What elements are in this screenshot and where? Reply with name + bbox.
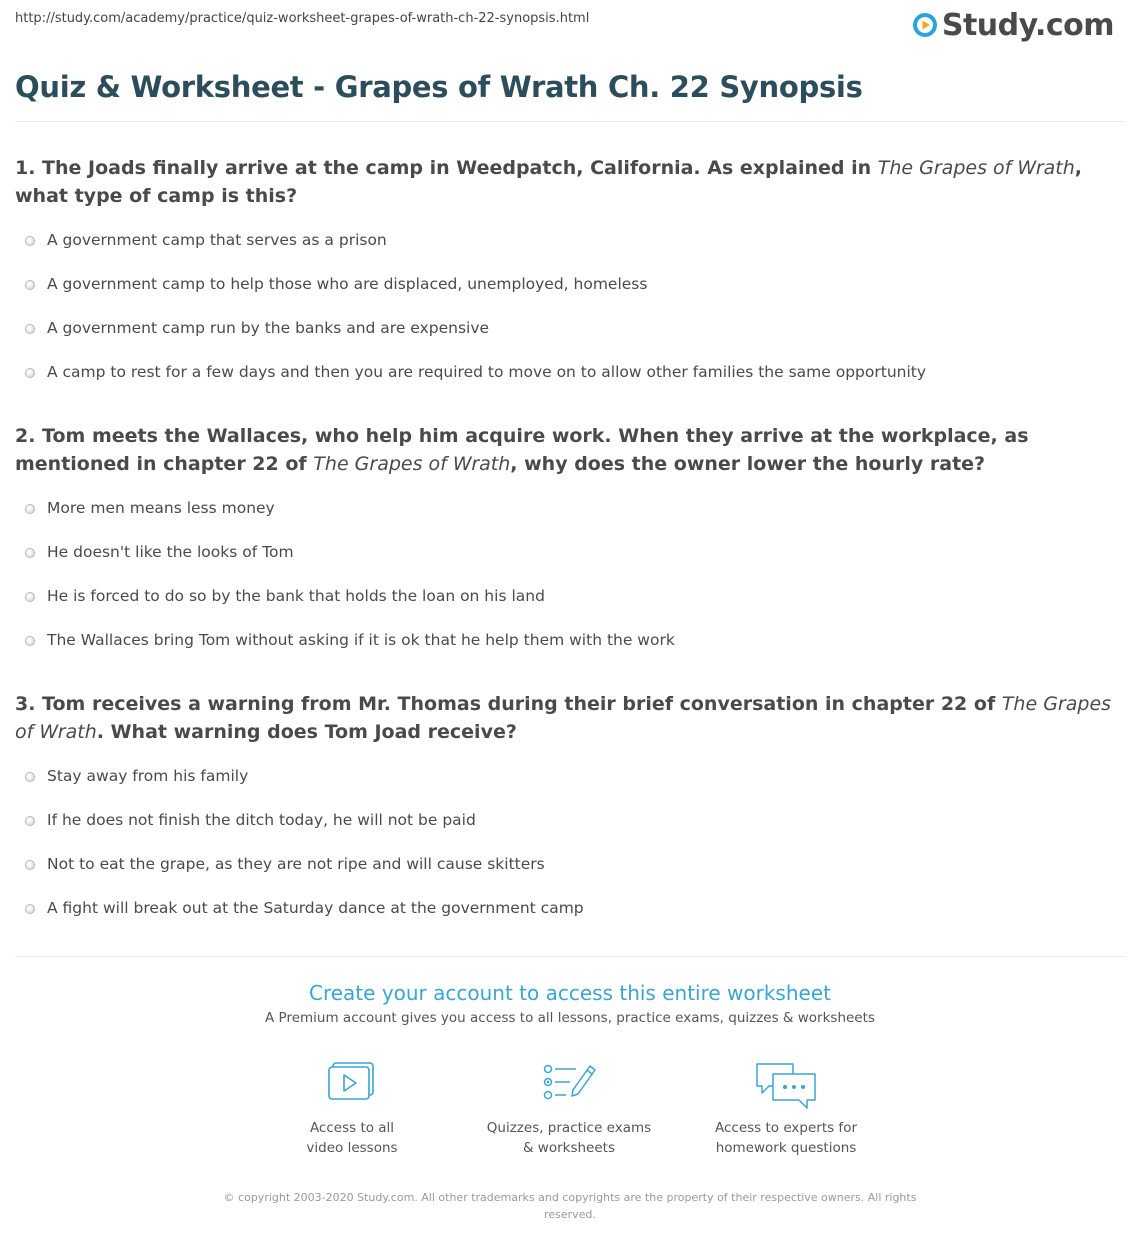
question-2-text [15, 422, 1125, 478]
answer-choice[interactable] [15, 316, 1125, 360]
feature-label-line: Quizzes, practice exams [486, 1120, 652, 1136]
radio-button[interactable] [25, 548, 35, 558]
question-1-text-end: , what type of camp is this? [15, 157, 1082, 207]
answer-label: A government camp to help those who are displaced, unemployed, homeless [47, 275, 648, 293]
feature-experts [686, 1060, 886, 1158]
page-title: Quiz & Worksheet - Grapes of Wrath Ch. 22 Synopsis [15, 70, 863, 104]
feature-label [252, 1118, 452, 1158]
question-3-choices [15, 764, 1125, 940]
question-1-choices [15, 228, 1125, 404]
logo-text: Study.com [941, 7, 1114, 43]
answer-choice[interactable] [15, 584, 1125, 628]
answer-label: Not to eat the grape, as they are not ripe and will cause skitters [47, 855, 545, 873]
answer-choice[interactable] [15, 540, 1125, 584]
answer-label: The Wallaces bring Tom without asking if it is ok that he help them with the work [47, 631, 675, 649]
question-2-text-end: , why does the owner lower the hourly rate? [510, 453, 986, 475]
radio-button[interactable] [25, 236, 35, 246]
question-1-text [15, 154, 1125, 210]
video-lessons-icon [325, 1060, 379, 1106]
question-1-book-title: The Grapes of Wrath [877, 157, 1075, 179]
feature-quizzes [469, 1060, 669, 1158]
radio-button[interactable] [25, 504, 35, 514]
answer-choice[interactable] [15, 628, 1125, 672]
answer-choice[interactable] [15, 852, 1125, 896]
answer-choice[interactable] [15, 808, 1125, 852]
study-logo[interactable] [912, 6, 1114, 44]
radio-button[interactable] [25, 280, 35, 290]
answer-label: If he does not finish the ditch today, he will not be paid [47, 811, 476, 829]
feature-label [469, 1118, 669, 1158]
answer-label: He doesn't like the looks of Tom [47, 543, 294, 561]
question-2 [15, 422, 1125, 672]
page-url: http://study.com/academy/practice/quiz-worksheet-grapes-of-wrath-ch-22-synopsis.html [15, 11, 590, 26]
answer-label: A government camp that serves as a prison [47, 231, 387, 249]
radio-button[interactable] [25, 772, 35, 782]
answer-label: Stay away from his family [47, 767, 249, 785]
question-3-text-end: . What warning does Tom Joad receive? [96, 721, 517, 743]
feature-label-line: Access to experts for [714, 1120, 857, 1136]
answer-choice[interactable] [15, 896, 1125, 940]
question-2-book-title: The Grapes of Wrath [313, 453, 511, 475]
question-3 [15, 690, 1125, 940]
copyright-footer: © copyright 2003-2020 Study.com. All other trademarks and copyrights are the property of their respective owners. All rights reserved. [223, 1191, 917, 1221]
answer-label: A fight will break out at the Saturday dance at the government camp [47, 899, 584, 917]
feature-label-line: video lessons [306, 1140, 398, 1156]
cta-subtitle: A Premium account gives you access to all lessons, practice exams, quizzes & worksheets [265, 1010, 875, 1026]
feature-label [686, 1118, 886, 1158]
question-2-text-start: 2. Tom meets the Wallaces, who help him acquire work. When they arrive at the workplace, as mentioned in chapter 22 of [15, 425, 1029, 475]
cta-divider [15, 956, 1125, 957]
feature-label-line: Access to all [309, 1120, 395, 1136]
radio-button[interactable] [25, 368, 35, 378]
radio-button[interactable] [25, 324, 35, 334]
question-2-choices [15, 496, 1125, 672]
answer-choice[interactable] [15, 496, 1125, 540]
question-3-book-title: The Grapes of Wrath [15, 693, 1112, 743]
radio-button[interactable] [25, 592, 35, 602]
header-divider [15, 121, 1125, 122]
answer-choice[interactable] [15, 764, 1125, 808]
feature-video-lessons [252, 1060, 452, 1158]
quiz-checklist-icon [540, 1060, 598, 1106]
question-3-text [15, 690, 1125, 746]
radio-button[interactable] [25, 636, 35, 646]
question-1-text-start: 1. The Joads finally arrive at the camp in Weedpatch, California. As explained in [15, 157, 878, 179]
feature-label-line: & worksheets [522, 1140, 615, 1156]
answer-label: A camp to rest for a few days and then you are required to move on to allow other families the same opportunity [47, 363, 927, 381]
answer-label: More men means less money [47, 499, 275, 517]
answer-choice[interactable] [15, 272, 1125, 316]
question-1 [15, 154, 1125, 404]
question-3-text-start: 3. Tom receives a warning from Mr. Thomas during their brief conversation in chapter 22 of [15, 693, 1002, 715]
play-circle-icon [912, 12, 938, 38]
answer-label: A government camp run by the banks and are expensive [47, 319, 490, 337]
answer-choice[interactable] [15, 228, 1125, 272]
radio-button[interactable] [25, 860, 35, 870]
create-account-link[interactable]: Create your account to access this entire worksheet [309, 981, 831, 1005]
chat-bubbles-icon [753, 1060, 819, 1114]
answer-choice[interactable] [15, 360, 1125, 404]
feature-label-line: homework questions [715, 1140, 857, 1156]
radio-button[interactable] [25, 816, 35, 826]
radio-button[interactable] [25, 904, 35, 914]
answer-label: He is forced to do so by the bank that holds the loan on his land [47, 587, 545, 605]
